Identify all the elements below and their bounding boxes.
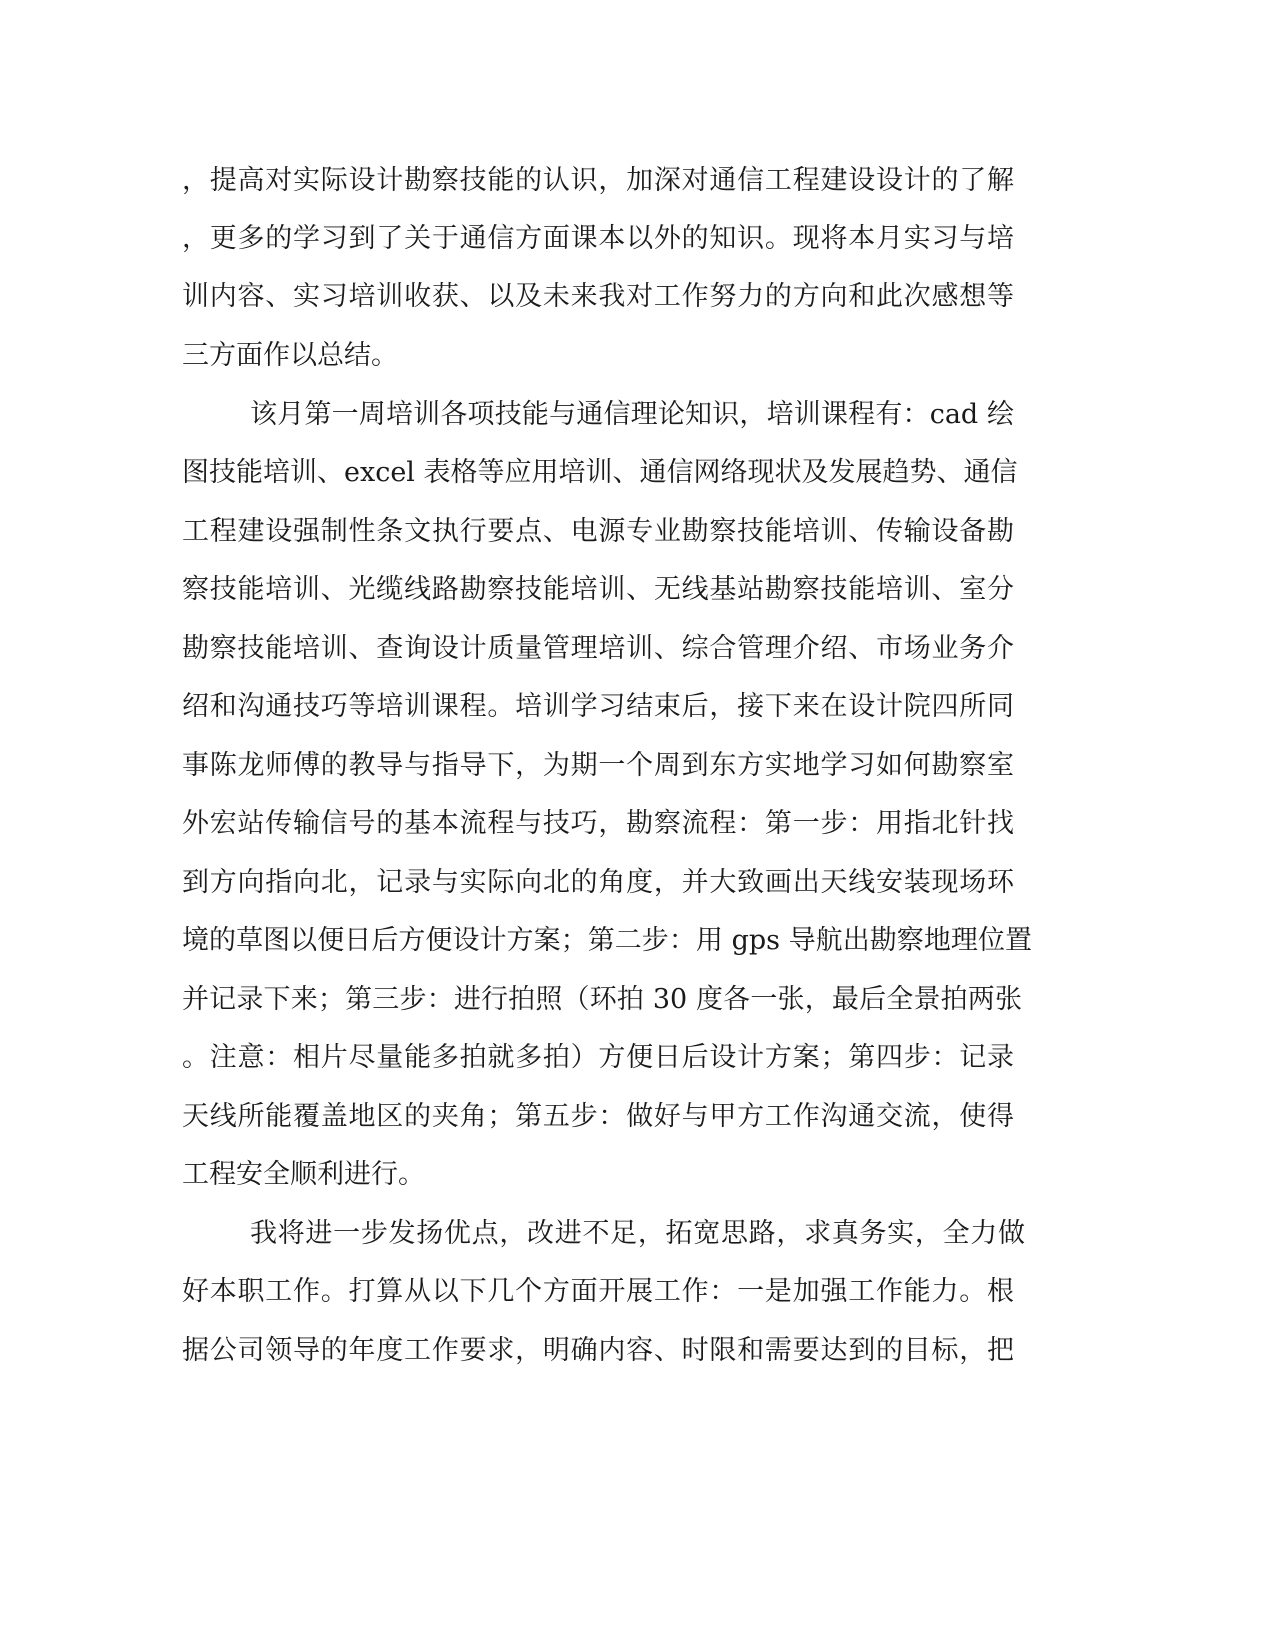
text-line: 据公司领导的年度工作要求，明确内容、时限和需要达到的目标，把 [182, 1335, 1014, 1366]
text-line: 工程建设强制性条文执行要点、电源专业勘察技能培训、传输设备勘 [182, 516, 1014, 547]
text-line: ，提高对实际设计勘察技能的认识，加深对通信工程建设设计的了解 [182, 165, 1014, 196]
text-line: 图技能培训、excel 表格等应用培训、通信网络现状及发展趋势、通信 [182, 457, 1018, 488]
text-line: 察技能培训、光缆线路勘察技能培训、无线基站勘察技能培训、室分 [182, 574, 1014, 605]
text-line: 工程安全顺利进行。 [182, 1159, 425, 1190]
text-line: 训内容、实习培训收获、以及未来我对工作努力的方向和此次感想等 [182, 281, 1014, 312]
text-line: 好本职工作。打算从以下几个方面开展工作：一是加强工作能力。根 [182, 1276, 1014, 1307]
paragraph-first-line: 该月第一周培训各项技能与通信理论知识，培训课程有：cad 绘 [250, 399, 1014, 430]
text-line: 到方向指向北，记录与实际向北的角度，并大致画出天线安装现场环 [182, 867, 1014, 898]
text-line: 绍和沟通技巧等培训课程。培训学习结束后，接下来在设计院四所同 [182, 691, 1014, 722]
text-line: 并记录下来；第三步：进行拍照（环拍 30 度各一张，最后全景拍两张 [182, 984, 1022, 1015]
text-line: 天线所能覆盖地区的夹角；第五步：做好与甲方工作沟通交流，使得 [182, 1101, 1014, 1132]
text-line: 外宏站传输信号的基本流程与技巧，勘察流程：第一步：用指北针找 [182, 808, 1014, 839]
text-line: 勘察技能培训、查询设计质量管理培训、综合管理介绍、市场业务介 [182, 633, 1014, 664]
paragraph-first-line: 我将进一步发扬优点，改进不足，拓宽思路，求真务实，全力做 [250, 1218, 1025, 1249]
text-line: 境的草图以便日后方便设计方案；第二步：用 gps 导航出勘察地理位置 [182, 925, 1032, 956]
text-line: 三方面作以总结。 [182, 340, 398, 371]
text-line: 。注意：相片尽量能多拍就多拍）方便日后设计方案；第四步：记录 [182, 1042, 1014, 1073]
text-line: 事陈龙师傅的教导与指导下，为期一个周到东方实地学习如何勘察室 [182, 750, 1014, 781]
text-line: ，更多的学习到了关于通信方面课本以外的知识。现将本月实习与培 [182, 223, 1014, 254]
